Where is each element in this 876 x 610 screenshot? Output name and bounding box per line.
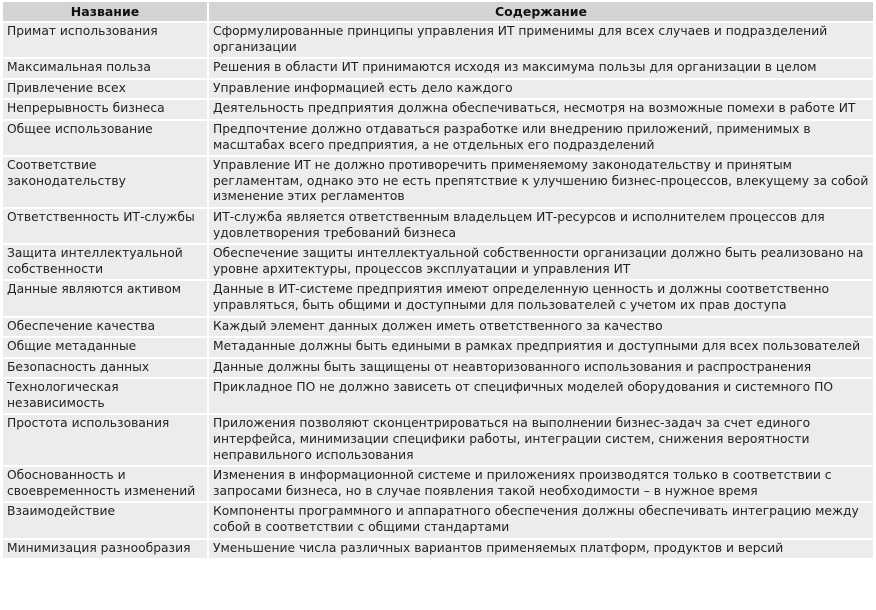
principle-name-cell: Общие метаданные <box>3 338 207 357</box>
table-body <box>3 23 873 558</box>
table-row <box>3 80 873 99</box>
table-row <box>3 503 873 537</box>
principle-content-cell: Данные должны быть защищены от неавторизованного использования и распространения <box>209 359 873 378</box>
principle-name-cell: Безопасность данных <box>3 359 207 378</box>
principle-content-cell: Метаданные должны быть едиными в рамках предприятия и доступными для всех пользователей <box>209 338 873 357</box>
principle-name-cell: Обеспечение качества <box>3 318 207 337</box>
principle-name-cell: Минимизация разнообразия <box>3 540 207 559</box>
principle-content-cell: Управление информацией есть дело каждого <box>209 80 873 99</box>
table-row <box>3 415 873 465</box>
table-row <box>3 540 873 559</box>
principle-content-cell: Компоненты программного и аппаратного обеспечения должны обеспечивать интеграцию между собой в соответствии с общими стандартами <box>209 503 873 537</box>
principle-content-cell: Уменьшение числа различных вариантов применяемых платформ, продуктов и версий <box>209 540 873 559</box>
principle-content-cell: Деятельность предприятия должна обеспечиваться, несмотря на возможные помехи в работе ИТ <box>209 100 873 119</box>
principle-content-cell: Данные в ИТ-системе предприятия имеют определенную ценность и должны соответственно управляться, быть общими и доступными для пользователей с учетом их прав доступа <box>209 281 873 315</box>
table-row <box>3 467 873 501</box>
principle-name-cell: Взаимодействие <box>3 503 207 537</box>
principle-content-cell: Прикладное ПО не должно зависеть от специфичных моделей оборудования и системного ПО <box>209 379 873 413</box>
table-row <box>3 245 873 279</box>
principle-content-cell: Каждый элемент данных должен иметь ответственного за качество <box>209 318 873 337</box>
principle-content-cell: Изменения в информационной системе и приложениях производятся только в соответствии с запросами бизнеса, но в случае появления такой необходимости – в нужное время <box>209 467 873 501</box>
table-row <box>3 59 873 78</box>
table-row <box>3 338 873 357</box>
principle-name-cell: Технологическая независимость <box>3 379 207 413</box>
principle-content-cell: Решения в области ИТ принимаются исходя из максимума пользы для организации в целом <box>209 59 873 78</box>
principle-name-cell: Данные являются активом <box>3 281 207 315</box>
table-row <box>3 121 873 155</box>
principle-content-cell: ИТ-служба является ответственным владельцем ИТ-ресурсов и исполнителем процессов для удовлетворения требований бизнеса <box>209 209 873 243</box>
principle-name-cell: Защита интеллектуальной собственности <box>3 245 207 279</box>
table-row <box>3 100 873 119</box>
principle-name-cell: Обоснованность и своевременность изменений <box>3 467 207 501</box>
principle-content-cell: Сформулированные принципы управления ИТ применимы для всех случаев и подразделений организации <box>209 23 873 57</box>
table-row <box>3 379 873 413</box>
principle-content-cell: Предпочтение должно отдаваться разработке или внедрению приложений, применимых в масштабах всего предприятия, а не отдельных его подразделений <box>209 121 873 155</box>
principle-name-cell: Примат использования <box>3 23 207 57</box>
principle-name-cell: Простота использования <box>3 415 207 465</box>
principle-content-cell: Обеспечение защиты интеллектуальной собственности организации должно быть реализовано на уровне архитектуры, процессов эксплуатации и управления ИТ <box>209 245 873 279</box>
principles-table <box>1 0 875 560</box>
principle-name-cell: Ответственность ИТ-службы <box>3 209 207 243</box>
table-row <box>3 209 873 243</box>
principle-name-cell: Привлечение всех <box>3 80 207 99</box>
principle-name-cell: Соответствие законодательству <box>3 157 207 207</box>
table-row <box>3 157 873 207</box>
column-header-name: Название <box>3 2 207 21</box>
column-header-content: Содержание <box>209 2 873 21</box>
table-row <box>3 23 873 57</box>
principle-name-cell: Максимальная польза <box>3 59 207 78</box>
table-header-row <box>3 2 873 21</box>
principle-name-cell: Общее использование <box>3 121 207 155</box>
principle-content-cell: Приложения позволяют сконцентрироваться на выполнении бизнес-задач за счет единого интерфейса, минимизации специфики работы, интеграции систем, снижения вероятности неправильного использования <box>209 415 873 465</box>
table-row <box>3 318 873 337</box>
principle-content-cell: Управление ИТ не должно противоречить применяемому законодательству и принятым регламентам, однако это не есть препятствие к улучшению бизнес-процессов, влекущему за собой изменение этих регламентов <box>209 157 873 207</box>
principle-name-cell: Непрерывность бизнеса <box>3 100 207 119</box>
table-row <box>3 359 873 378</box>
table-row <box>3 281 873 315</box>
